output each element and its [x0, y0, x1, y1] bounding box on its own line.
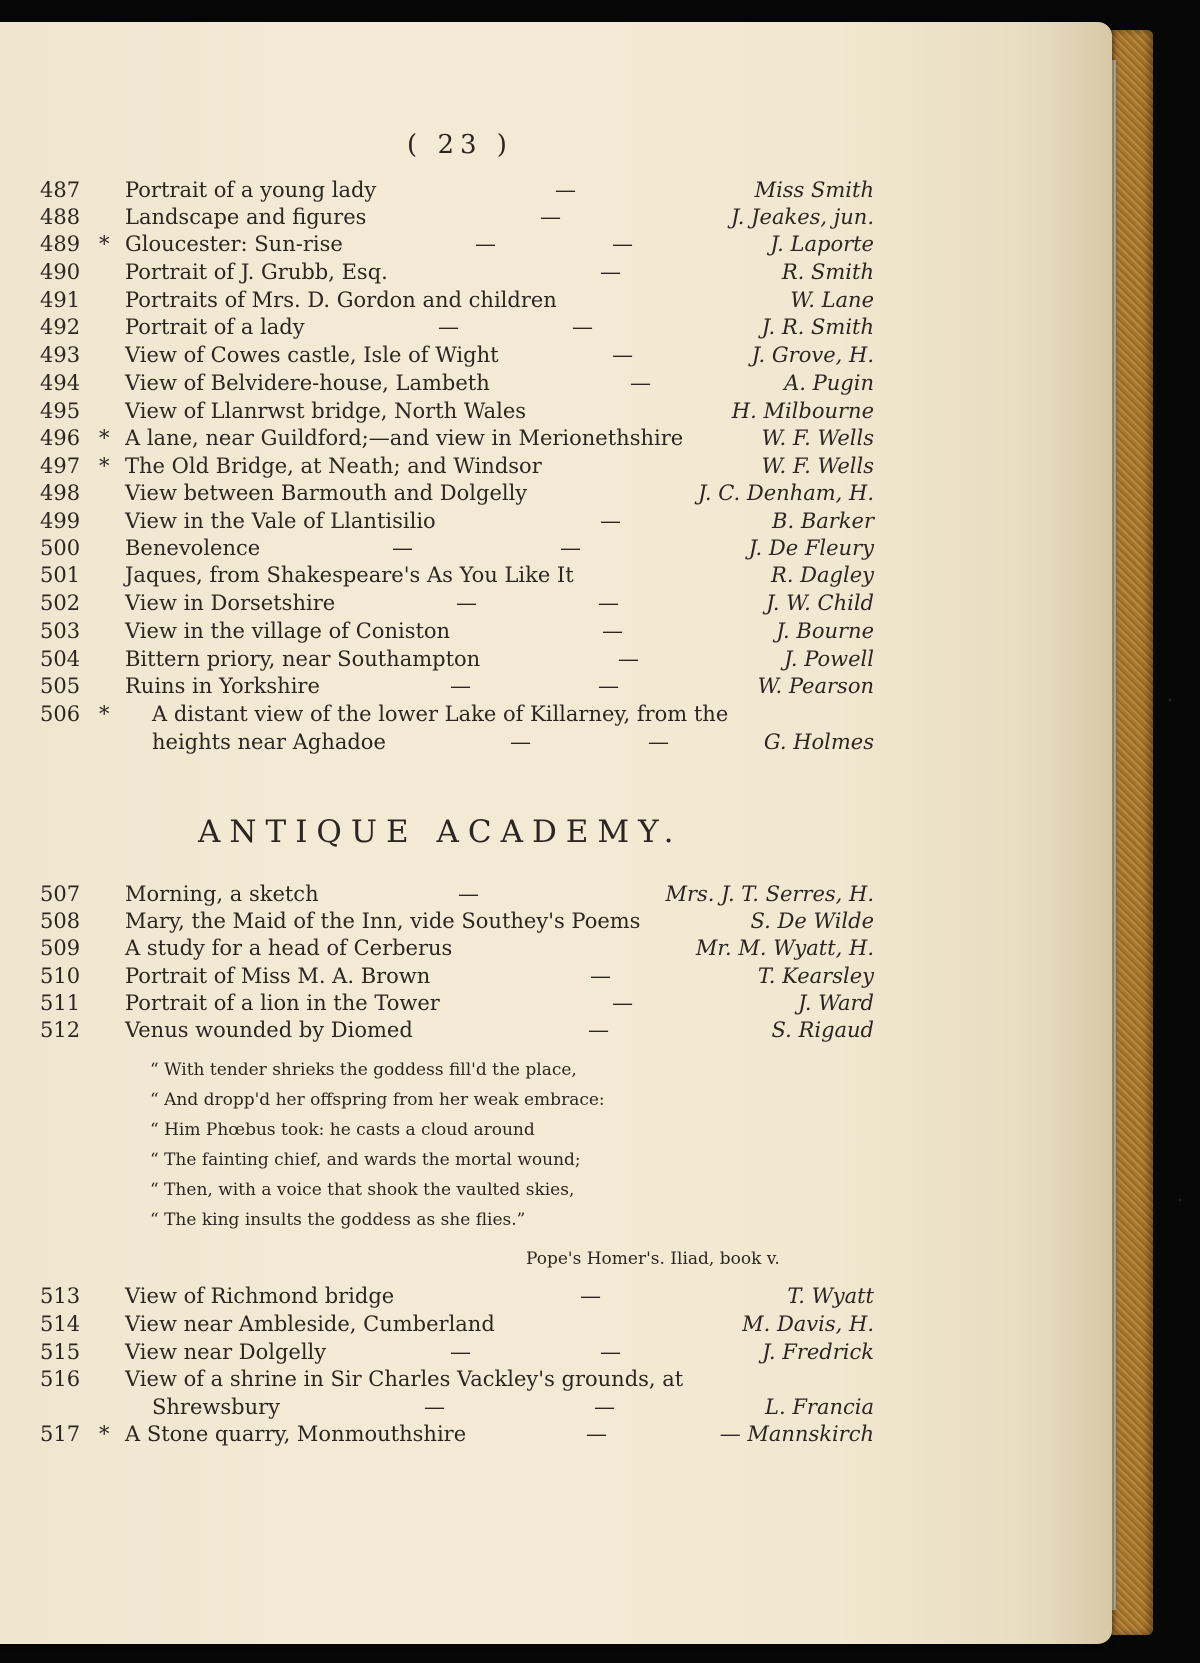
entry-number: 498 — [40, 481, 81, 505]
entry-dash: — — [580, 1284, 601, 1308]
catalogue-entry — [0, 964, 1112, 992]
entry-dash: — — [602, 619, 623, 643]
entry-title: Portrait of a lion in the Tower — [125, 991, 440, 1015]
entry-number: 503 — [40, 619, 81, 643]
entry-dash: — — [612, 232, 633, 256]
catalogue-entry — [0, 371, 1112, 399]
entry-dash: — — [612, 343, 633, 367]
entry-dash: — — [598, 591, 619, 615]
catalogue-entry — [0, 426, 1112, 454]
entry-number: 488 — [40, 205, 81, 229]
entry-artist: Mrs. J. T. Serres, H. — [665, 882, 874, 906]
entry-title: Gloucester: Sun-rise — [125, 232, 343, 256]
entry-title: Portrait of Miss M. A. Brown — [125, 964, 431, 988]
entry-dash: — — [555, 178, 576, 202]
entry-dash: — — [600, 509, 621, 533]
entry-dash: — — [510, 730, 531, 754]
entry-title: View of Cowes castle, Isle of Wight — [125, 343, 499, 367]
catalogue-entry — [0, 232, 1112, 260]
entry-number: 514 — [40, 1312, 81, 1336]
entry-number: 513 — [40, 1284, 81, 1308]
entry-artist: W. Lane — [790, 288, 874, 312]
entry-number: 511 — [40, 991, 81, 1015]
entry-number: 506 — [40, 702, 81, 726]
entry-artist: S. De Wilde — [750, 909, 874, 933]
entry-artist: J. Fredrick — [762, 1340, 874, 1364]
entry-title: View in the village of Coniston — [125, 619, 451, 643]
entry-title: View near Ambleside, Cumberland — [125, 1312, 495, 1336]
entry-number: 502 — [40, 591, 81, 615]
entry-title: A distant view of the lower Lake of Killarney, from the — [152, 702, 729, 726]
entry-title: Portrait of a lady — [125, 315, 305, 339]
entry-dash: — — [598, 674, 619, 698]
entry-artist: G. Holmes — [763, 730, 874, 754]
asterisk-mark: * — [99, 454, 110, 478]
entry-artist: Mr. M. Wyatt, H. — [695, 936, 874, 960]
entry-title: View in Dorsetshire — [125, 591, 336, 615]
catalogue-entry — [0, 509, 1112, 537]
entry-number: 508 — [40, 909, 81, 933]
entry-artist: L. Francia — [765, 1395, 874, 1419]
entry-artist: — Mannskirch — [719, 1422, 874, 1446]
entry-title: View of a shrine in Sir Charles Vackley's grounds, at — [125, 1367, 684, 1391]
catalogue-entry — [0, 1018, 1112, 1046]
entry-dash: — — [450, 674, 471, 698]
verse-line: “ The king insults the goddess as she flies.” — [150, 1210, 526, 1230]
entry-artist: H. Milbourne — [731, 399, 874, 423]
entry-artist: S. Rigaud — [771, 1018, 874, 1042]
entry-number: 505 — [40, 674, 81, 698]
entry-title: View of Llanrwst bridge, North Wales — [125, 399, 527, 423]
entry-artist: R. Smith — [781, 260, 874, 284]
entry-number: 499 — [40, 509, 81, 533]
catalogue-entry — [0, 1284, 1112, 1312]
entry-title: A Stone quarry, Monmouthshire — [125, 1422, 467, 1446]
catalogue-entry — [0, 536, 1112, 564]
section-heading: ANTIQUE ACADEMY. — [198, 814, 683, 850]
entry-dash: — — [648, 730, 669, 754]
entry-number: 490 — [40, 260, 81, 284]
entry-artist: W. Pearson — [757, 674, 874, 698]
entry-dash: — — [618, 647, 639, 671]
catalogue-entry — [0, 591, 1112, 619]
entry-title: Bittern priory, near Southampton — [125, 647, 481, 671]
verse-line: “ With tender shrieks the goddess fill'd the place, — [150, 1060, 577, 1080]
entry-dash: — — [560, 536, 581, 560]
entry-dash: — — [540, 205, 561, 229]
entry-dash: — — [630, 371, 651, 395]
page-number: ( 23 ) — [407, 130, 513, 160]
entry-number: 507 — [40, 882, 81, 906]
entry-artist: T. Kearsley — [757, 964, 874, 988]
entry-dash: — — [588, 1018, 609, 1042]
catalogue-entry — [0, 315, 1112, 343]
entry-title: Benevolence — [125, 536, 261, 560]
catalogue-entry — [0, 178, 1112, 206]
entry-title: Portrait of J. Grubb, Esq. — [125, 260, 388, 284]
entry-number: 496 — [40, 426, 81, 450]
catalogue-entry — [0, 991, 1112, 1019]
entry-dash: — — [600, 260, 621, 284]
entry-title: View of Richmond bridge — [125, 1284, 395, 1308]
entry-dash: — — [450, 1340, 471, 1364]
entry-dash: — — [590, 964, 611, 988]
asterisk-mark: * — [99, 1422, 110, 1446]
entry-artist: J. R. Smith — [761, 315, 874, 339]
entry-artist: B. Barker — [772, 509, 874, 533]
entry-dash: — — [612, 991, 633, 1015]
entry-title: Landscape and figures — [125, 205, 367, 229]
entry-number: 489 — [40, 232, 81, 256]
entry-dash: — — [438, 315, 459, 339]
entry-artist: Miss Smith — [754, 178, 874, 202]
catalogue-entry — [0, 1422, 1112, 1450]
entry-number: 492 — [40, 315, 81, 339]
entry-dash: — — [456, 591, 477, 615]
entry-title: View near Dolgelly — [125, 1340, 327, 1364]
entry-artist: J. Powell — [784, 647, 874, 671]
entry-artist: J. Bourne — [776, 619, 874, 643]
catalogue-entry — [0, 1367, 1112, 1395]
verse-line: “ And dropp'd her offspring from her weak embrace: — [150, 1090, 605, 1110]
entry-artist: J. Jeakes, jun. — [730, 205, 874, 229]
entry-number: 509 — [40, 936, 81, 960]
entry-number: 497 — [40, 454, 81, 478]
entry-title: Portraits of Mrs. D. Gordon and children — [125, 288, 557, 312]
entry-artist: T. Wyatt — [787, 1284, 874, 1308]
entry-title: View between Barmouth and Dolgelly — [125, 481, 528, 505]
entry-title: Portrait of a young lady — [125, 178, 377, 202]
catalogue-entry-continuation — [0, 730, 1112, 758]
entry-artist: J. Grove, H. — [751, 343, 874, 367]
entry-number: 493 — [40, 343, 81, 367]
catalogue-entry — [0, 647, 1112, 675]
entry-artist: J. Laporte — [770, 232, 874, 256]
entry-title: View of Belvidere-house, Lambeth — [125, 371, 490, 395]
entry-artist: J. De Fleury — [748, 536, 874, 560]
entry-number: 491 — [40, 288, 81, 312]
catalogue-entry — [0, 343, 1112, 371]
entry-artist: R. Dagley — [771, 563, 874, 587]
verse-citation: Pope's Homer's. Iliad, book v. — [526, 1249, 780, 1269]
catalogue-entry — [0, 702, 1112, 730]
entry-artist: J. C. Denham, H. — [698, 481, 874, 505]
entry-dash: — — [572, 315, 593, 339]
verse-line: “ The fainting chief, and wards the mortal wound; — [150, 1150, 581, 1170]
catalogue-entry-continuation — [0, 1395, 1112, 1423]
entry-title: View in the Vale of Llantisilio — [125, 509, 436, 533]
entry-number: 487 — [40, 178, 81, 202]
entry-number: 512 — [40, 1018, 81, 1042]
entry-title: Venus wounded by Diomed — [125, 1018, 413, 1042]
verse-line: “ Then, with a voice that shook the vaulted skies, — [150, 1180, 575, 1200]
entry-number: 516 — [40, 1367, 81, 1391]
catalogue-entry — [0, 674, 1112, 702]
entry-title: Shrewsbury — [152, 1395, 280, 1419]
entry-artist: A. Pugin — [784, 371, 874, 395]
asterisk-mark: * — [99, 232, 110, 256]
catalogue-entry — [0, 1312, 1112, 1340]
entry-title: A lane, near Guildford;—and view in Merionethshire — [125, 426, 684, 450]
entry-artist: W. F. Wells — [761, 426, 874, 450]
catalogue-page — [0, 22, 1112, 1644]
catalogue-entry — [0, 1340, 1112, 1368]
entry-dash: — — [392, 536, 413, 560]
entry-dash: — — [594, 1395, 615, 1419]
entry-artist: W. F. Wells — [761, 454, 874, 478]
verse-line: “ Him Phœbus took: he casts a cloud around — [150, 1120, 535, 1140]
entry-number: 500 — [40, 536, 81, 560]
entry-number: 501 — [40, 563, 81, 587]
entry-dash: — — [600, 1340, 621, 1364]
entry-artist: M. Davis, H. — [742, 1312, 874, 1336]
entry-title: heights near Aghadoe — [152, 730, 386, 754]
entry-title: Mary, the Maid of the Inn, vide Southey's Poems — [125, 909, 641, 933]
asterisk-mark: * — [99, 702, 110, 726]
catalogue-entry — [0, 454, 1112, 482]
catalogue-entry — [0, 936, 1112, 964]
entry-dash: — — [424, 1395, 445, 1419]
entry-artist: J. Ward — [798, 991, 874, 1015]
entry-title: The Old Bridge, at Neath; and Windsor — [125, 454, 542, 478]
entry-number: 510 — [40, 964, 81, 988]
entry-number: 495 — [40, 399, 81, 423]
entry-dash: — — [458, 882, 479, 906]
entry-number: 515 — [40, 1340, 81, 1364]
entry-dash: — — [475, 232, 496, 256]
entry-title: Jaques, from Shakespeare's As You Like It — [125, 563, 574, 587]
entry-number: 517 — [40, 1422, 81, 1446]
catalogue-entry — [0, 288, 1112, 316]
catalogue-entry — [0, 909, 1112, 937]
entry-title: A study for a head of Cerberus — [125, 936, 453, 960]
entry-title: Morning, a sketch — [125, 882, 319, 906]
catalogue-entry — [0, 260, 1112, 288]
catalogue-entry — [0, 882, 1112, 910]
entry-dash: — — [586, 1422, 607, 1446]
asterisk-mark: * — [99, 426, 110, 450]
entry-artist: J. W. Child — [766, 591, 874, 615]
catalogue-entry — [0, 563, 1112, 591]
catalogue-entry — [0, 399, 1112, 427]
entry-number: 494 — [40, 371, 81, 395]
entry-title: Ruins in Yorkshire — [125, 674, 320, 698]
catalogue-entry — [0, 619, 1112, 647]
entry-number: 504 — [40, 647, 81, 671]
catalogue-entry — [0, 481, 1112, 509]
catalogue-entry — [0, 205, 1112, 233]
